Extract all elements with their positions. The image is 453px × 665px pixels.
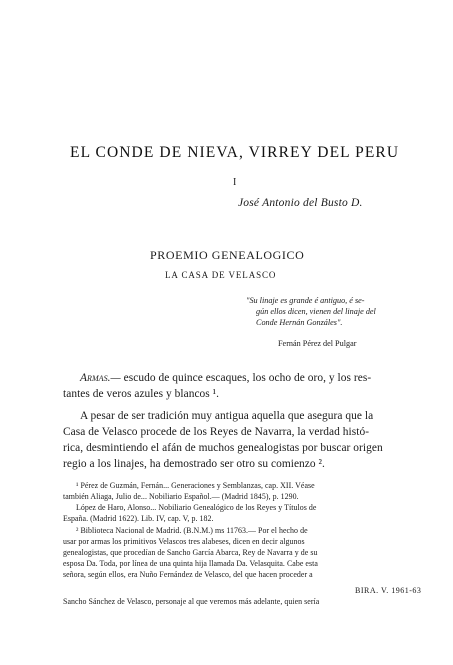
subsection-heading: LA CASA DE VELASCO: [165, 270, 277, 280]
footnote-line: López de Haro, Alonso... Nobiliario Genealógico de los Reyes y Títulos de: [76, 503, 317, 512]
footnote-line: usar por armas los primitivos Velascos tres alabeses, dicen en decir algunos: [63, 537, 305, 546]
footnote-line: señora, según ellos, era Nuño Fernández de Velasco, del que hacen proceder a: [63, 570, 313, 579]
epigraph-line: "Su linaje es grande é antiguo, é se-: [246, 296, 365, 305]
epigraph-line: gún ellos dicen, vienen del linaje del: [256, 307, 376, 316]
footnote-line: Sancho Sánchez de Velasco, personaje al que veremos más adelante, quien sería: [63, 597, 320, 606]
paragraph-line: rica, desmintiendo el afán de muchos genealogistas por buscar origen: [63, 442, 383, 454]
paragraph-line: [80, 372, 371, 384]
footnote-line: esposa Da. Toda, por línea de una quinta hija llamada Da. Velasquita. Cabe esta: [63, 559, 318, 568]
footnote-line: España. (Madrid 1622). Lib. IV, cap. V, p. 182.: [63, 514, 214, 523]
footnote-line: ² Biblioteca Nacional de Madrid. (B.N.M.) ms 11763.— Por el hecho de: [76, 526, 308, 535]
armas-lead: Armas.—: [80, 372, 121, 384]
page-folio: BIRA. V. 1961-63: [355, 586, 422, 595]
paragraph-line: tantes de veros azules y blancos ¹.: [63, 388, 220, 400]
paragraph-line: Casa de Velasco procede de los Reyes de Navarra, la verdad histó-: [63, 426, 370, 438]
footnote-line: ¹ Pérez de Guzmán, Fernán... Generaciones y Semblanzas, cap. XII. Véase: [76, 481, 315, 490]
author-name: José Antonio del Busto D.: [238, 197, 363, 209]
paragraph-line: regio a los linajes, ha demostrado ser otro su comienzo ².: [63, 458, 325, 470]
epigraph-attribution: Fernán Pérez del Pulgar: [278, 339, 357, 348]
footnote-line: también Aliaga, Julio de... Nobiliario Español.— (Madrid 1845), p. 1290.: [63, 492, 299, 501]
paragraph-text: escudo de quince escaques, los ocho de oro, y los res-: [120, 372, 372, 384]
section-heading: PROEMIO GENEALOGICO: [150, 248, 305, 262]
article-title: EL CONDE DE NIEVA, VIRREY DEL PERU: [70, 144, 400, 161]
epigraph-line: Conde Hernán Gonzáles".: [256, 318, 343, 327]
part-number: I: [233, 177, 237, 188]
footnote-line: genealogistas, que procedían de Sancho García Abarca, Rey de Navarra y de su: [63, 548, 318, 557]
paragraph-line: A pesar de ser tradición muy antigua aquella que asegura que la: [80, 410, 374, 422]
